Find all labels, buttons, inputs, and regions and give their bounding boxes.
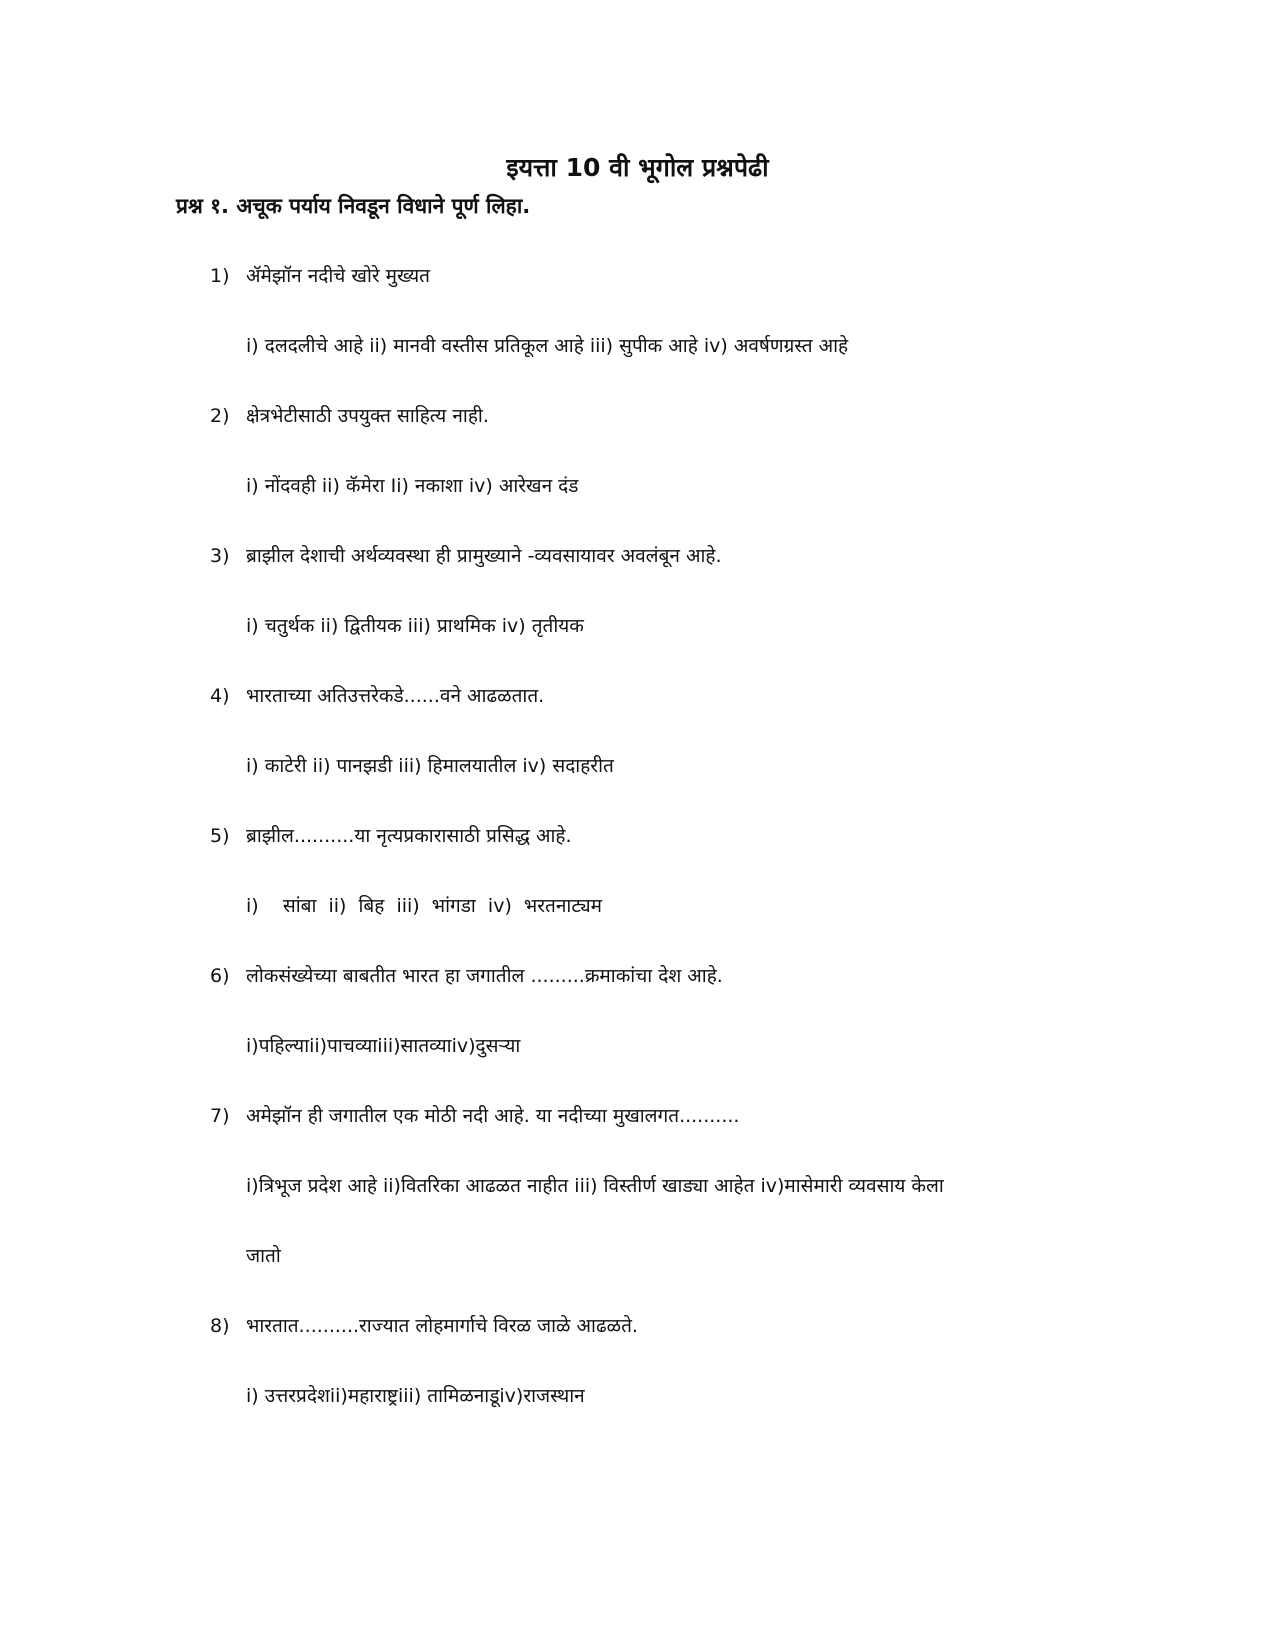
question-4 xyxy=(210,683,1170,823)
question-options: i) नोंदवही ii) कॅमेरा Ii) नकाशा iv) आरेखन दंड xyxy=(246,475,579,497)
question-options xyxy=(210,1151,1170,1313)
question-6 xyxy=(210,963,1170,1103)
question-text: भारताच्या अतिउत्तरेकडे......वने आढळतात. xyxy=(246,685,545,707)
question-7 xyxy=(210,1103,1170,1313)
question-options: i) दलदलीचे आहे ii) मानवी वस्तीस प्रतिकूल आहे iii) सुपीक आहे iv) अवर्षणग्रस्त आहे xyxy=(246,335,849,357)
question-text: ॲमेझॉन नदीचे खोरे मुख्यत xyxy=(246,265,431,287)
question-options: i) उत्तरप्रदेशii)महाराष्ट्रiii) तामिळनाडूiv)राजस्थान xyxy=(246,1385,585,1407)
question-text: लोकसंख्येच्या बाबतीत भारत हा जगातील .........क्रमाकांचा देश आहे. xyxy=(246,965,723,987)
question-number: 2) xyxy=(210,405,230,427)
question-options-line-1: i)त्रिभूज प्रदेश आहे ii)वितरिका आढळत नाहीत iii) विस्तीर्ण खाड्या आहेत iv)मासेमारी व्यवसाय केला xyxy=(246,1175,944,1197)
question-text: ब्राझील देशाची अर्थव्यवस्था ही प्रामुख्याने -व्यवसायावर अवलंबून आहे. xyxy=(246,545,722,567)
question-3 xyxy=(210,543,1170,683)
question-options-line-2: जातो xyxy=(246,1245,281,1267)
question-number: 8) xyxy=(210,1315,230,1337)
question-options: i)पहिल्याii)पाचव्याiii)सातव्याiv)दुसऱ्या xyxy=(246,1035,521,1057)
question-text: भारतात..........राज्यात लोहमार्गाचे विरळ जाळे आढळते. xyxy=(246,1315,638,1337)
question-5 xyxy=(210,823,1170,963)
question-text: ब्राझील..........या नृत्यप्रकारासाठी प्रसिद्ध आहे. xyxy=(246,825,572,847)
page-title: इयत्ता 10 वी भूगोल प्रश्नपेढी xyxy=(506,153,769,182)
question-options: i) चतुर्थक ii) द्वितीयक iii) प्राथमिक iv) तृतीयक xyxy=(246,615,584,637)
section-heading: प्रश्न १. अचूक पर्याय निवडून विधाने पूर्ण लिहा. xyxy=(176,194,531,218)
question-number: 3) xyxy=(210,545,230,567)
question-text: क्षेत्रभेटीसाठी उपयुक्त साहित्य नाही. xyxy=(246,405,489,427)
question-2 xyxy=(210,403,1170,543)
question-number: 5) xyxy=(210,825,230,847)
question-number: 1) xyxy=(210,265,230,287)
question-text: अमेझॉन ही जगातील एक मोठी नदी आहे. या नदीच्या मुखालगत.......... xyxy=(246,1105,740,1127)
question-number: 4) xyxy=(210,685,230,707)
question-8 xyxy=(210,1313,1170,1453)
question-number: 7) xyxy=(210,1105,230,1127)
question-1 xyxy=(210,263,1170,403)
question-options: i) काटेरी ii) पानझडी iii) हिमालयातील iv) सदाहरीत xyxy=(246,755,614,777)
question-options: i) सांबा ii) बिह iii) भांगडा iv) भरतनाट्यम xyxy=(246,895,603,917)
question-number: 6) xyxy=(210,965,230,987)
question-list xyxy=(210,263,1170,1453)
